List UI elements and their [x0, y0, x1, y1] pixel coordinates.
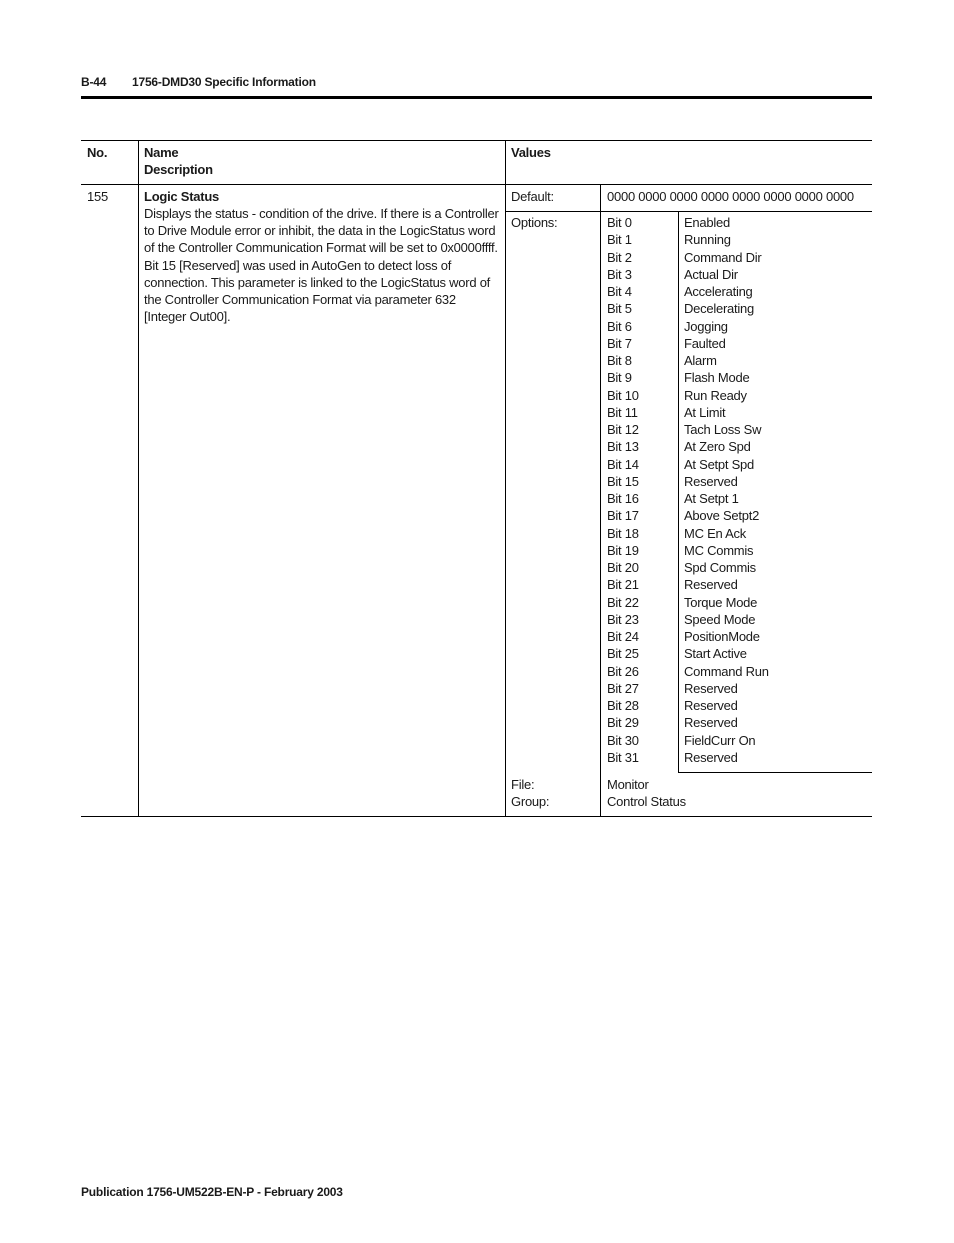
option-name: Decelerating: [684, 301, 754, 317]
option-name: At Zero Spd: [684, 439, 751, 455]
option-bit: Bit 11: [607, 404, 638, 420]
option-bit: Bit 29: [607, 715, 639, 731]
option-bit: Bit 0: [607, 215, 632, 230]
option-bit: Bit 24: [607, 629, 639, 644]
option-name: Reserved: [684, 680, 738, 696]
option-name: Reserved: [684, 715, 738, 731]
option-bit: Bit 7: [607, 335, 632, 351]
option-bit: Bit 8: [607, 353, 632, 368]
option-bit: Bit 4: [607, 284, 632, 299]
publication-footer: Publication 1756-UM522B-EN-P - February 2003: [81, 1185, 343, 1199]
option-bit: Bit 15: [607, 473, 639, 489]
option-bit: Bit 30: [607, 732, 639, 748]
option-bit: Bit 10: [607, 387, 639, 403]
option-bit: Bit 19: [607, 542, 639, 558]
option-name: PositionMode: [684, 629, 760, 644]
option-bit: Bit 3: [607, 266, 632, 282]
option-name: Spd Commis: [684, 560, 756, 575]
option-bit: Bit 12: [607, 422, 639, 437]
default-value: 0000 0000 0000 0000 0000 0000 0000 0000: [607, 189, 854, 204]
option-name: Enabled: [684, 215, 730, 230]
option-name: Command Run: [684, 663, 769, 679]
option-bit: Bit 22: [607, 594, 639, 610]
options-label: Options:: [511, 215, 558, 230]
page-header: [81, 75, 316, 89]
option-bit: Bit 13: [607, 439, 639, 455]
option-name: Flash Mode: [684, 370, 750, 386]
option-name: Run Ready: [684, 387, 747, 403]
option-bit: Bit 25: [607, 646, 639, 662]
col-header-values: Values: [511, 145, 551, 160]
option-bit: Bit 14: [607, 456, 639, 472]
option-bit: Bit 20: [607, 560, 639, 575]
bit-name-list: [684, 214, 769, 766]
option-bit: Bit 28: [607, 698, 639, 713]
option-name: Speed Mode: [684, 611, 756, 627]
option-bit: Bit 6: [607, 318, 632, 334]
option-name: Reserved: [684, 749, 738, 765]
option-bit: Bit 2: [607, 249, 632, 265]
option-bit: Bit 27: [607, 680, 639, 696]
option-name: FieldCurr On: [684, 732, 756, 748]
file-value: Monitor: [607, 777, 649, 792]
table-bottom-rule: [81, 816, 872, 817]
page-number: B-44: [81, 75, 107, 89]
option-name: Reserved: [684, 577, 738, 593]
group-label: Group:: [511, 794, 550, 809]
option-name: MC Commis: [684, 542, 754, 558]
option-name: Reserved: [684, 698, 738, 713]
option-name: Above Setpt2: [684, 508, 760, 524]
col-header-description: Description: [144, 162, 213, 177]
file-label: File:: [511, 777, 535, 792]
option-bit: Bit 18: [607, 525, 639, 541]
option-bit: Bit 23: [607, 611, 639, 627]
no-column-rule: [138, 140, 139, 817]
option-name: MC En Ack: [684, 525, 747, 541]
bit-list: [607, 214, 639, 766]
options-bottom-rule: [678, 772, 872, 773]
option-name: Command Dir: [684, 249, 762, 265]
option-name: Accelerating: [684, 284, 753, 299]
parameter-number: 155: [87, 189, 108, 204]
option-name: Actual Dir: [684, 266, 738, 282]
option-name: At Setpt Spd: [684, 456, 754, 472]
bit-column-rule: [678, 211, 679, 773]
option-bit: Bit 16: [607, 491, 639, 506]
table-top-rule: [81, 140, 872, 141]
option-name: Tach Loss Sw: [684, 422, 762, 437]
parameter-name: Logic Status: [144, 189, 220, 204]
group-value: Control Status: [607, 794, 686, 809]
default-label: Default:: [511, 189, 554, 204]
option-name: Running: [684, 232, 731, 248]
option-name: Alarm: [684, 353, 717, 368]
option-name: Start Active: [684, 646, 747, 662]
header-rule: [81, 96, 872, 99]
option-bit: Bit 26: [607, 663, 639, 679]
header-bottom-rule: [81, 184, 872, 185]
col-header-no: No.: [87, 145, 108, 160]
option-name: Torque Mode: [684, 594, 758, 610]
default-row-rule: [505, 211, 872, 212]
option-name: At Setpt 1: [684, 491, 739, 506]
option-bit: Bit 1: [607, 232, 632, 248]
option-bit: Bit 21: [607, 577, 639, 593]
values-column-rule: [505, 140, 506, 817]
col-header-name: Name: [144, 145, 179, 160]
option-bit: Bit 9: [607, 370, 632, 386]
parameter-description: Displays the status - condition of the drive. If there is a Controller to Drive Module error or inhibit, the data in the LogicStatus word of the Controller Communication Format will be set to 0x0000ffff. Bit 15 [Reserved] was used in AutoGen to detect loss of connection. This parameter is linked to the LogicStatus word of the Controller Communication Format via parameter 632 [Integer Out00].: [144, 206, 499, 325]
option-bit: Bit 17: [607, 508, 639, 524]
option-name: At Limit: [684, 404, 726, 420]
option-name: Reserved: [684, 473, 738, 489]
option-bit: Bit 31: [607, 749, 639, 765]
option-name: Faulted: [684, 335, 726, 351]
value-label-column-rule: [600, 184, 601, 817]
option-name: Jogging: [684, 318, 728, 334]
section-title: 1756-DMD30 Specific Information: [132, 75, 316, 89]
option-bit: Bit 5: [607, 301, 632, 317]
